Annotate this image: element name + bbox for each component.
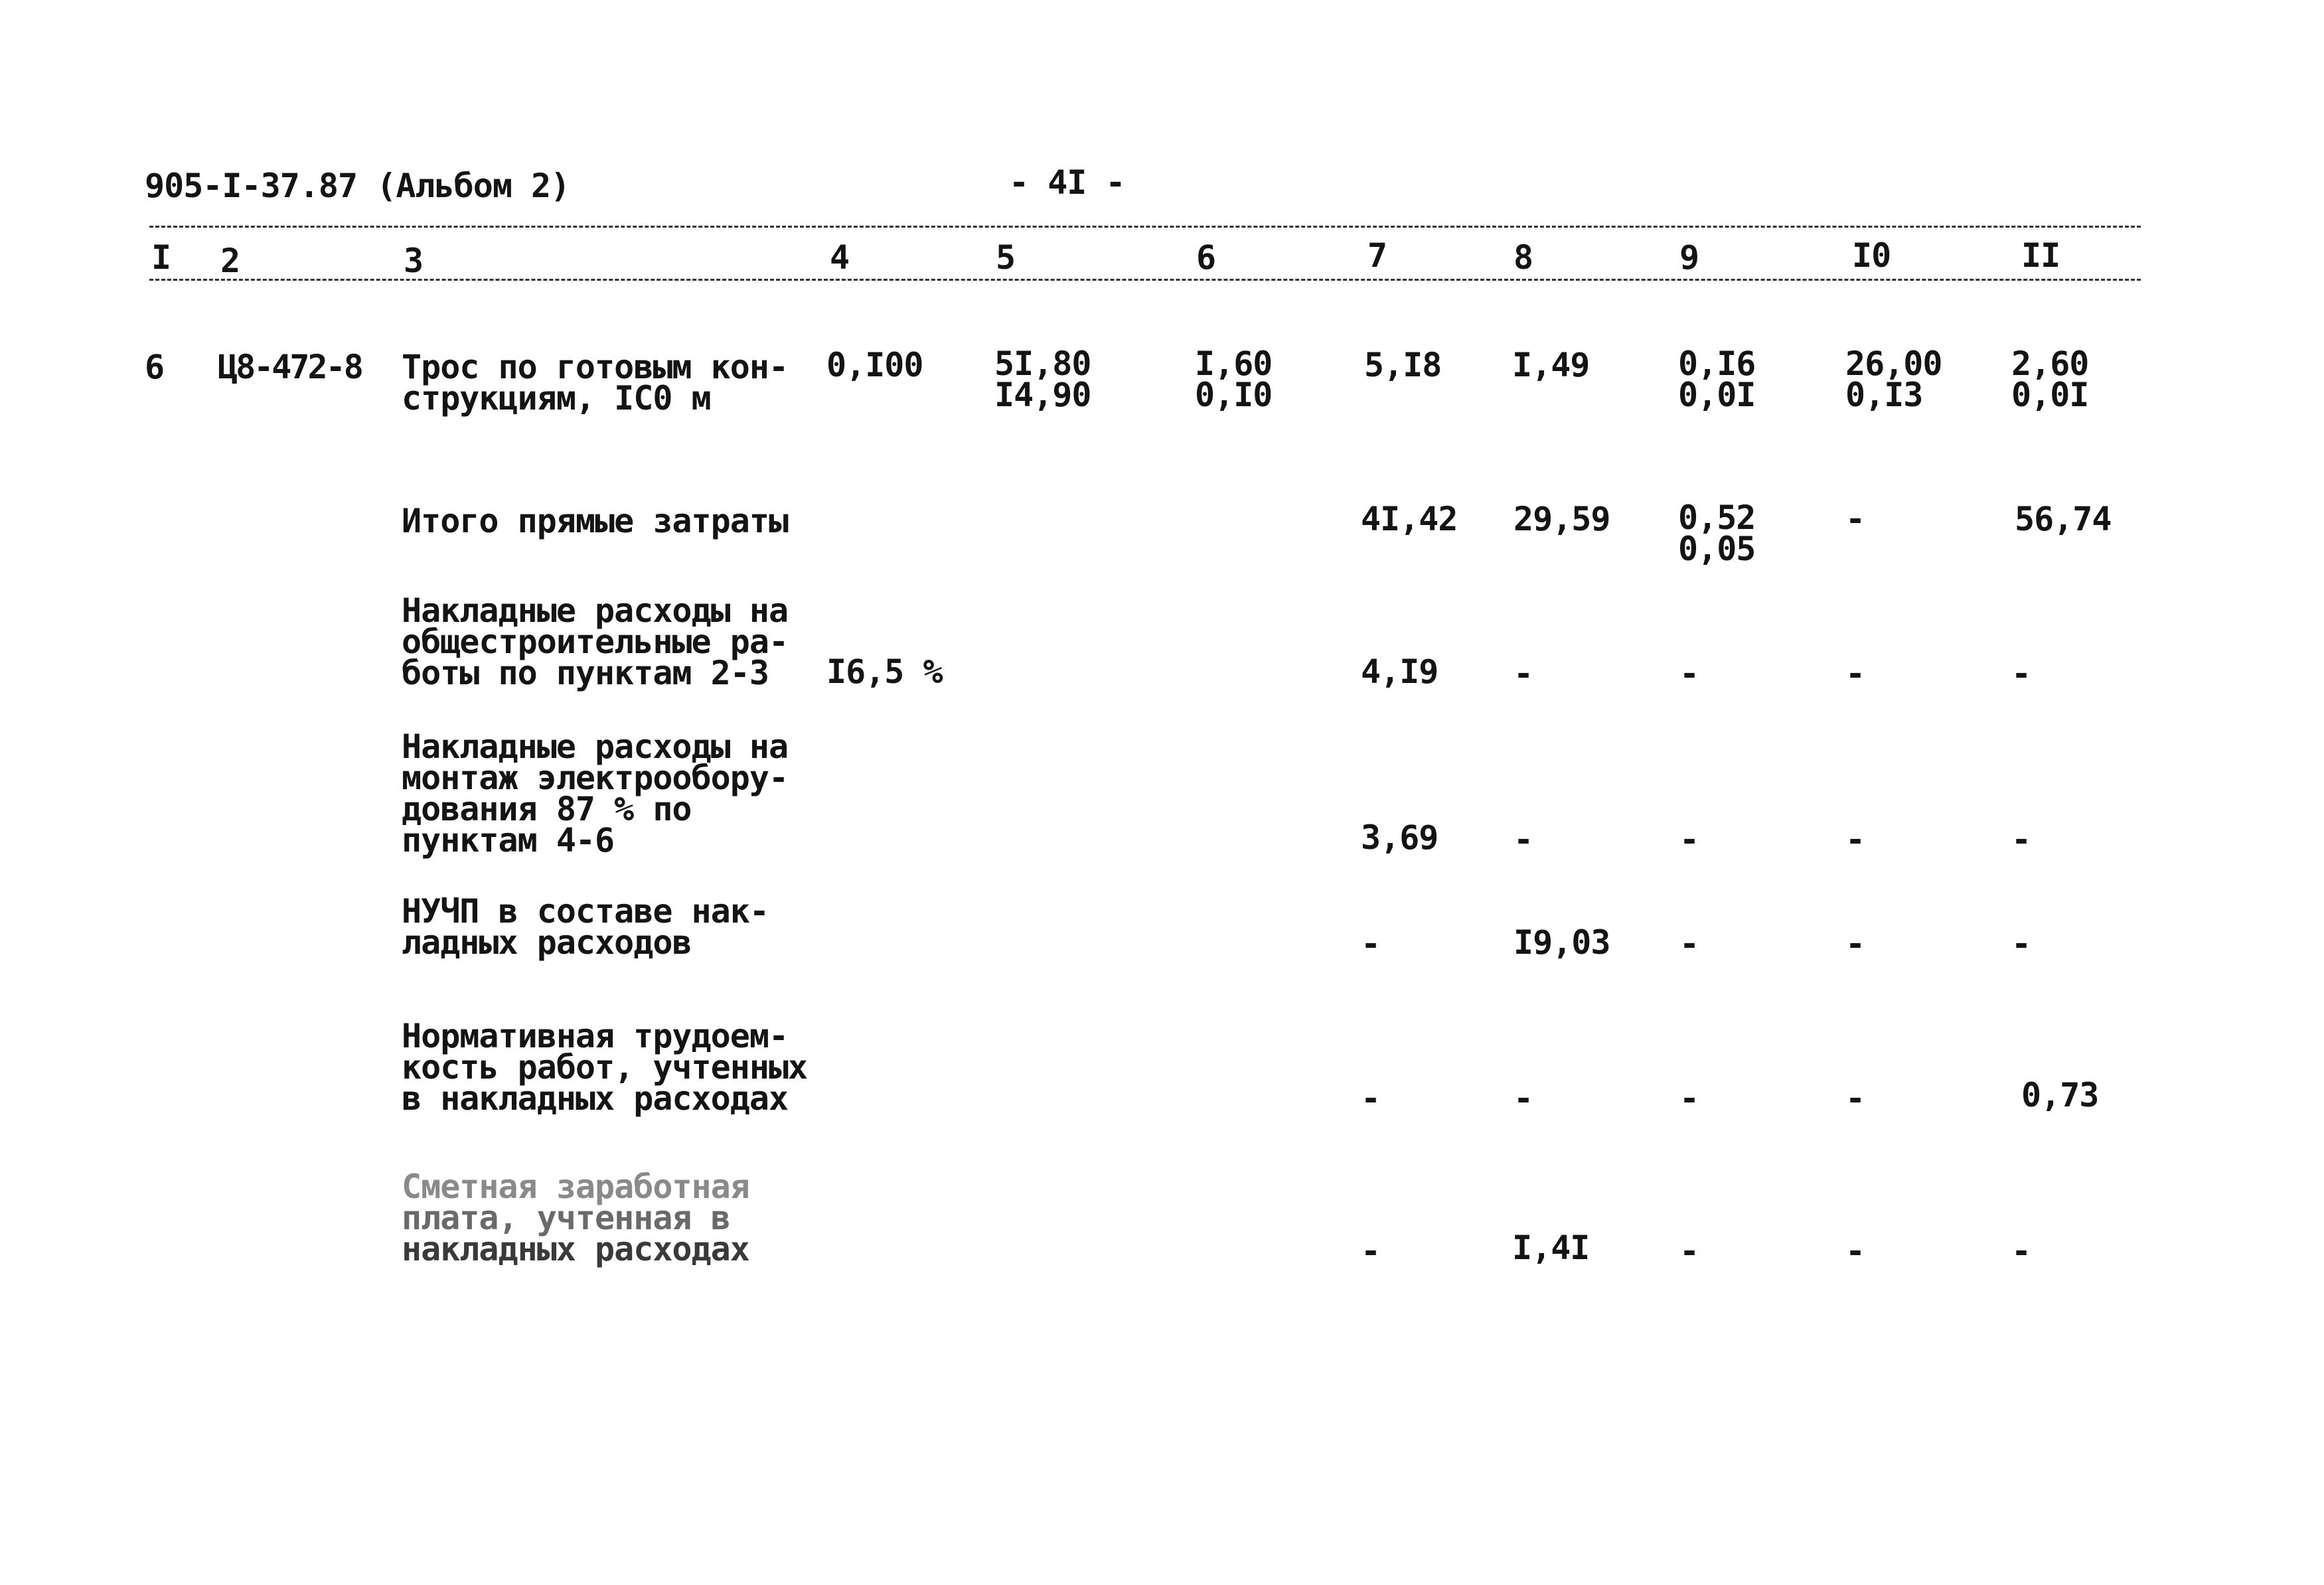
cell-col8: 29,59 [1513,500,1610,538]
quantity: 0,I00 [826,346,923,384]
norm-code: Ц8-472-8 [218,348,362,386]
cell-col7: - [1361,925,1381,963]
page-number: - 4I - [1009,163,1125,202]
document-code: 905-I-37.87 (Альбом 2) [145,167,570,205]
cell-col11: - [2011,820,2031,859]
cell-col7: - [1361,1079,1381,1118]
cell-col10: - [1845,1079,1865,1118]
cell-col9: - [1679,820,1699,859]
column-header-8: 8 [1513,238,1533,277]
cell-col11: 56,74 [2015,500,2112,538]
column-header-3: 3 [404,242,424,280]
row-label: Накладные расходы на монтаж электрообору- дования 87 % по пунктам 4-6 [402,727,789,860]
cell-col10: - [1845,1232,1865,1270]
row-label: Нормативная трудоем- кость работ, учтенных в накладных расходах [402,1017,808,1118]
cell-col10: - [1845,500,1865,538]
cell-col9: 0,I6 0,0I [1678,344,1756,414]
cell-col11: - [2011,925,2031,963]
cell-col8: - [1513,820,1533,859]
cell-col6: I,60 0,I0 [1195,344,1273,414]
column-header-1: I [151,238,171,277]
cell-col9: 0,52 0,05 [1678,498,1756,568]
cell-col7: 4,I9 [1361,652,1438,691]
cell-col10: - [1845,925,1865,963]
column-header-2: 2 [220,242,240,280]
column-header-11: II [2021,236,2060,275]
cell-col9: - [1679,654,1699,693]
cell-col8: - [1513,654,1533,693]
cell-col9: - [1679,1232,1699,1270]
totals-label: Итого прямые затраты [402,502,789,540]
cell-col7: 5,I8 [1364,346,1442,384]
column-header-9: 9 [1679,238,1699,277]
cell-col10: - [1845,820,1865,859]
cell-col8: I9,03 [1513,923,1610,962]
cell-col8: - [1513,1079,1533,1118]
cell-col8: I,49 [1512,346,1590,384]
column-header-5: 5 [996,238,1016,277]
work-name: Трос по готовым кон- струкциям, IC0 м [402,348,789,417]
column-header-6: 6 [1196,238,1216,277]
header-rule-top [149,226,2141,228]
cell-col7: 3,69 [1361,818,1438,857]
header-rule-bottom [149,279,2141,281]
cell-col8: I,4I [1512,1229,1590,1267]
cell-col11: - [2011,1232,2031,1270]
column-header-4: 4 [830,238,850,277]
row-number: 6 [145,348,165,386]
row-label: НУЧП в составе нак- ладных расходов [402,892,769,962]
cell-col7: - [1361,1232,1381,1270]
column-header-10: I0 [1852,236,1891,275]
cell-col11: 0,73 [2021,1076,2099,1114]
row-label: Сметная заработная плата, учтенная в накладных расходах [402,1168,749,1268]
cell-col5: 5I,80 I4,90 [994,344,1091,414]
column-header-7: 7 [1367,236,1387,275]
cell-col9: - [1679,1079,1699,1118]
overhead-percent: I6,5 % [826,652,943,691]
cell-col9: - [1679,925,1699,963]
cell-col11: - [2011,654,2031,693]
cell-col7: 4I,42 [1361,500,1458,538]
cell-col10: 26,00 0,I3 [1845,344,1942,414]
row-label: Накладные расходы на общестроительные ра- боты по пунктам 2-3 [402,591,789,692]
cell-col10: - [1845,654,1865,693]
cell-col11: 2,60 0,0I [2011,344,2089,414]
